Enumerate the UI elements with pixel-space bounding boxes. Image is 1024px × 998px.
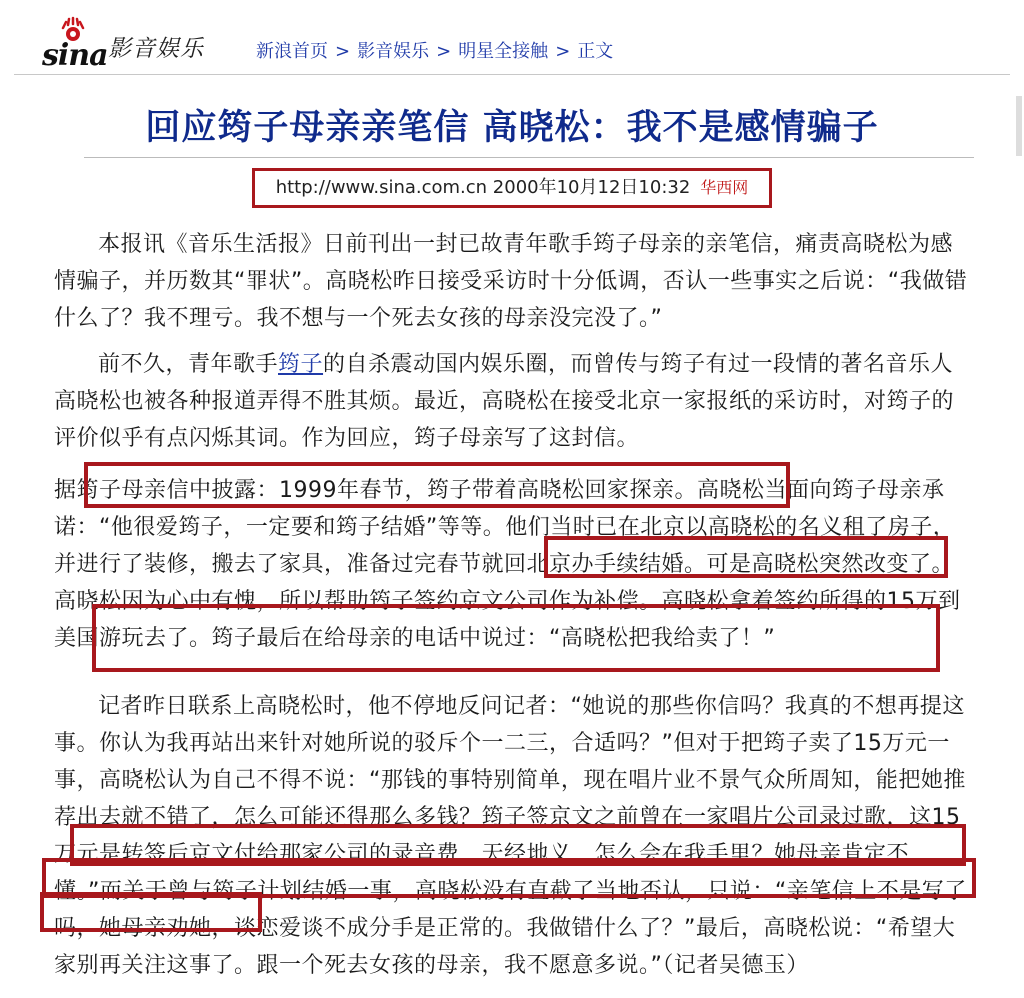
paragraph-2-start: 前不久，青年歌手 [98,352,279,377]
breadcrumb-current[interactable]: 正文 [577,41,614,62]
breadcrumb-separator: > [436,41,452,62]
breadcrumb-stars[interactable]: 明星全接触 [458,41,549,62]
title-divider [84,157,974,158]
breadcrumb-separator: > [335,41,351,62]
highlight-box [544,536,948,578]
header-divider [14,74,1010,75]
article-title: 回应筠子母亲亲笔信 高晓松：我不是感情骗子 [145,108,879,148]
breadcrumb-separator: > [555,41,571,62]
paragraph-2-rest: 的自杀震动国内娱乐圈，而曾传与筠子有过一段情的著名音乐人高晓松也被各种报道弄得不胜其烦。最近，高晓松在接受北京一家报纸的采访时，对筠子的评价似乎有点闪烁其词。作为回应，筠子母亲写了这封信。 [54,352,955,451]
highlight-box [84,462,790,508]
meta-source[interactable]: 华西网 [700,178,749,197]
article-meta [252,168,772,208]
meta-url-date: http://www.sina.com.cn 2000年10月12日10:32 [275,177,691,198]
paragraph-4: 记者昨日联系上高晓松时，他不停地反问记者：“她说的那些你信吗？我真的不想再提这事。你认为我再站出来针对她所说的驳斥个一二三，合适吗？”但对于把筠子卖了15万元一事，高晓松认为自己不得不说：“那钱的事特别简单，现在唱片业不景气众所周知，能把她推荐出去就不错了，怎么可能还得那么多钱？筠子签京文之前曾在一家唱片公司录过歌，这15万元是转签后京文付给那家公司的录音费，天经地义，怎么会在我手里？她母亲肯定不懂。”而关于曾与筠子计划结婚一事，高晓松没有直截了当地否认，只说：“亲笔信上不是写了吗，她母亲劝她，谈恋爱谈不成分手是正常的。我做错什么了？”最后，高晓松说：“希望大家别再关注这事了。跟一个死去女孩的母亲，我不愿意多说。”（记者吴德玉） [54,694,967,978]
breadcrumb-home[interactable]: 新浪首页 [256,41,328,62]
channel-name[interactable]: 影音娱乐 [108,36,204,62]
sina-logo[interactable] [20,10,108,73]
logo-text: sina [42,38,108,73]
highlight-box [40,892,262,932]
breadcrumb-entertainment[interactable]: 影音娱乐 [357,41,430,62]
highlight-box [92,604,940,672]
paragraph-1: 本报讯《音乐生活报》日前刊出一封已故青年歌手筠子母亲的亲笔信，痛责高晓松为感情骗子，并历数其“罪状”。高晓松昨日接受采访时十分低调，否认一些事实之后说：“我做错什么了？我不理亏。我不想与一个死去女孩的母亲没完没了。” [54,232,968,331]
breadcrumb [256,37,613,63]
paragraph-2 [54,346,974,457]
site-header [0,0,1024,74]
singer-link[interactable]: 筠子 [278,352,324,377]
paragraph-3: 据筠子母亲信中披露：1999年春节，筠子带着高晓松回家探亲。高晓松当面向筠子母亲承诺：“他很爱筠子，一定要和筠子结婚”等等。他们当时已在北京以高晓松的名义租了房子，并进行了装修，搬去了家具，准备过完春节就回北京办手续结婚。可是高晓松突然改变了。高晓松因为心中有愧，所以帮助筠子签约京文公司作为补偿。高晓松拿着签约所得的15万到美国游玩去了。筠子最后在给母亲的电话中说过：“高晓松把我给卖了！” [54,478,961,651]
